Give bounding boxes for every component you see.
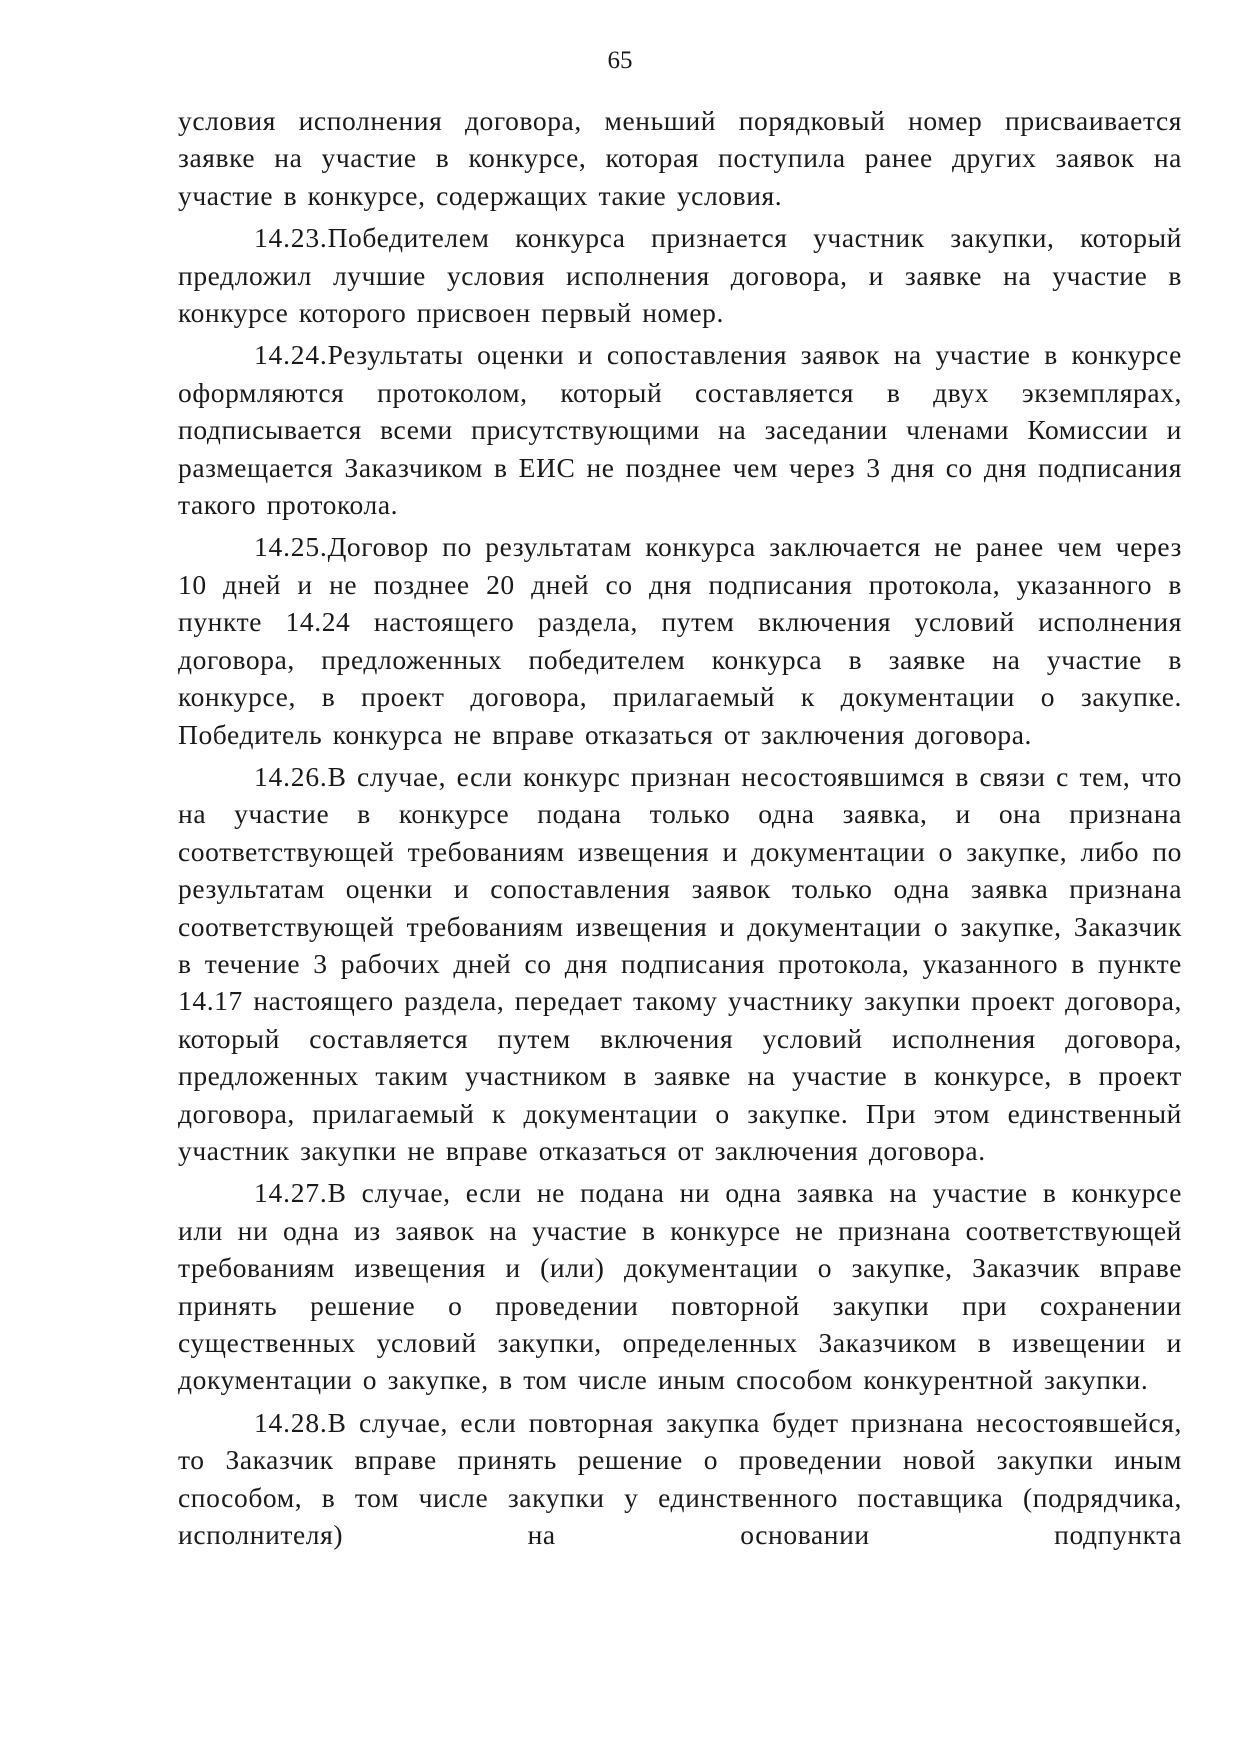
- clause-number: 14.25.: [254, 531, 328, 563]
- clause-number: 14.28.: [254, 1406, 328, 1438]
- clause-text: В случае, если конкурс признан несостоявшимся в связи с тем, что на участие в конкурсе подана только одна заявка, и она признана соответствующей требованиям извещения и документации о закупке, либо по результатам оценки и сопоставления заявок только одна заявка признана соответствующей требованиям извещения и документации о закупке, Заказчик в течение 3 рабочих дней со дня подписания протокола, указанного в пункте 14.17 настоящего раздела, передает такому участнику закупки проект договора, который составляется путем включения условий исполнения договора, предложенных таким участником в заявке на участие в конкурсе, в проект договора, прилагаемый к документации о закупке. При этом единственный участник закупки не вправе отказаться от заключения договора.: [178, 760, 1183, 1166]
- paragraph-continuation: [178, 102, 1182, 214]
- clause-14-24: [178, 336, 1182, 523]
- clause-14-28: [178, 1404, 1182, 1554]
- clause-14-27: [178, 1174, 1182, 1398]
- clause-text: Договор по результатам конкурса заключается не ранее чем через 10 дней и не позднее 20 дней со дня подписания протокола, указанного в пункте 14.24 настоящего раздела, путем включения условий исполнения договора, предложенных победителем конкурса в заявке на участие в конкурсе, в проект договора, прилагаемый к документации о закупке. Победитель конкурса не вправе отказаться от заключения договора.: [178, 531, 1182, 750]
- clause-number: 14.27.: [254, 1177, 328, 1209]
- clause-number: 14.24.: [254, 339, 328, 371]
- clause-14-25: [178, 528, 1182, 752]
- clause-text: Победителем конкурса признается участник закупки, который предложил лучшие условия исполнения договора, и заявке на участие в конкурсе которого присвоен первый номер.: [178, 222, 1182, 329]
- document-body: [178, 102, 1182, 1558]
- clause-text: Результаты оценки и сопоставления заявок на участие в конкурсе оформляются протоколом, который составляется в двух экземплярах, подписывается всеми присутствующими на заседании членами Комиссии и размещается Заказчиком в ЕИС не позднее чем через 3 дня со дня подписания такого протокола.: [178, 339, 1182, 521]
- clause-14-23: [178, 219, 1182, 331]
- clause-text: В случае, если не подана ни одна заявка на участие в конкурсе или ни одна из заявок на участие в конкурсе не признана соответствующей требованиям извещения и (или) документации о закупке, Заказчик вправе принять решение о проведении повторной закупки при сохранении существенных условий закупки, определенных Заказчиком в извещении и документации о закупке, в том числе иным способом конкурентной закупки.: [178, 1177, 1182, 1396]
- clause-number: 14.23.: [254, 222, 328, 254]
- clause-number: 14.26.: [254, 760, 328, 792]
- paragraph-text: условия исполнения договора, меньший порядковый номер присваивается заявке на участие в конкурсе, которая поступила ранее других заявок на участие в конкурсе, содержащих такие условия.: [178, 105, 1182, 211]
- clause-text: В случае, если повторная закупка будет признана несостоявшейся, то Заказчик вправе принять решение о проведении новой закупки иным способом, в том числе закупки у единственного поставщика (подрядчика, исполнителя) на основании подпункта: [178, 1406, 1182, 1551]
- clause-14-26: [178, 758, 1182, 1169]
- page-number: 65: [607, 47, 633, 74]
